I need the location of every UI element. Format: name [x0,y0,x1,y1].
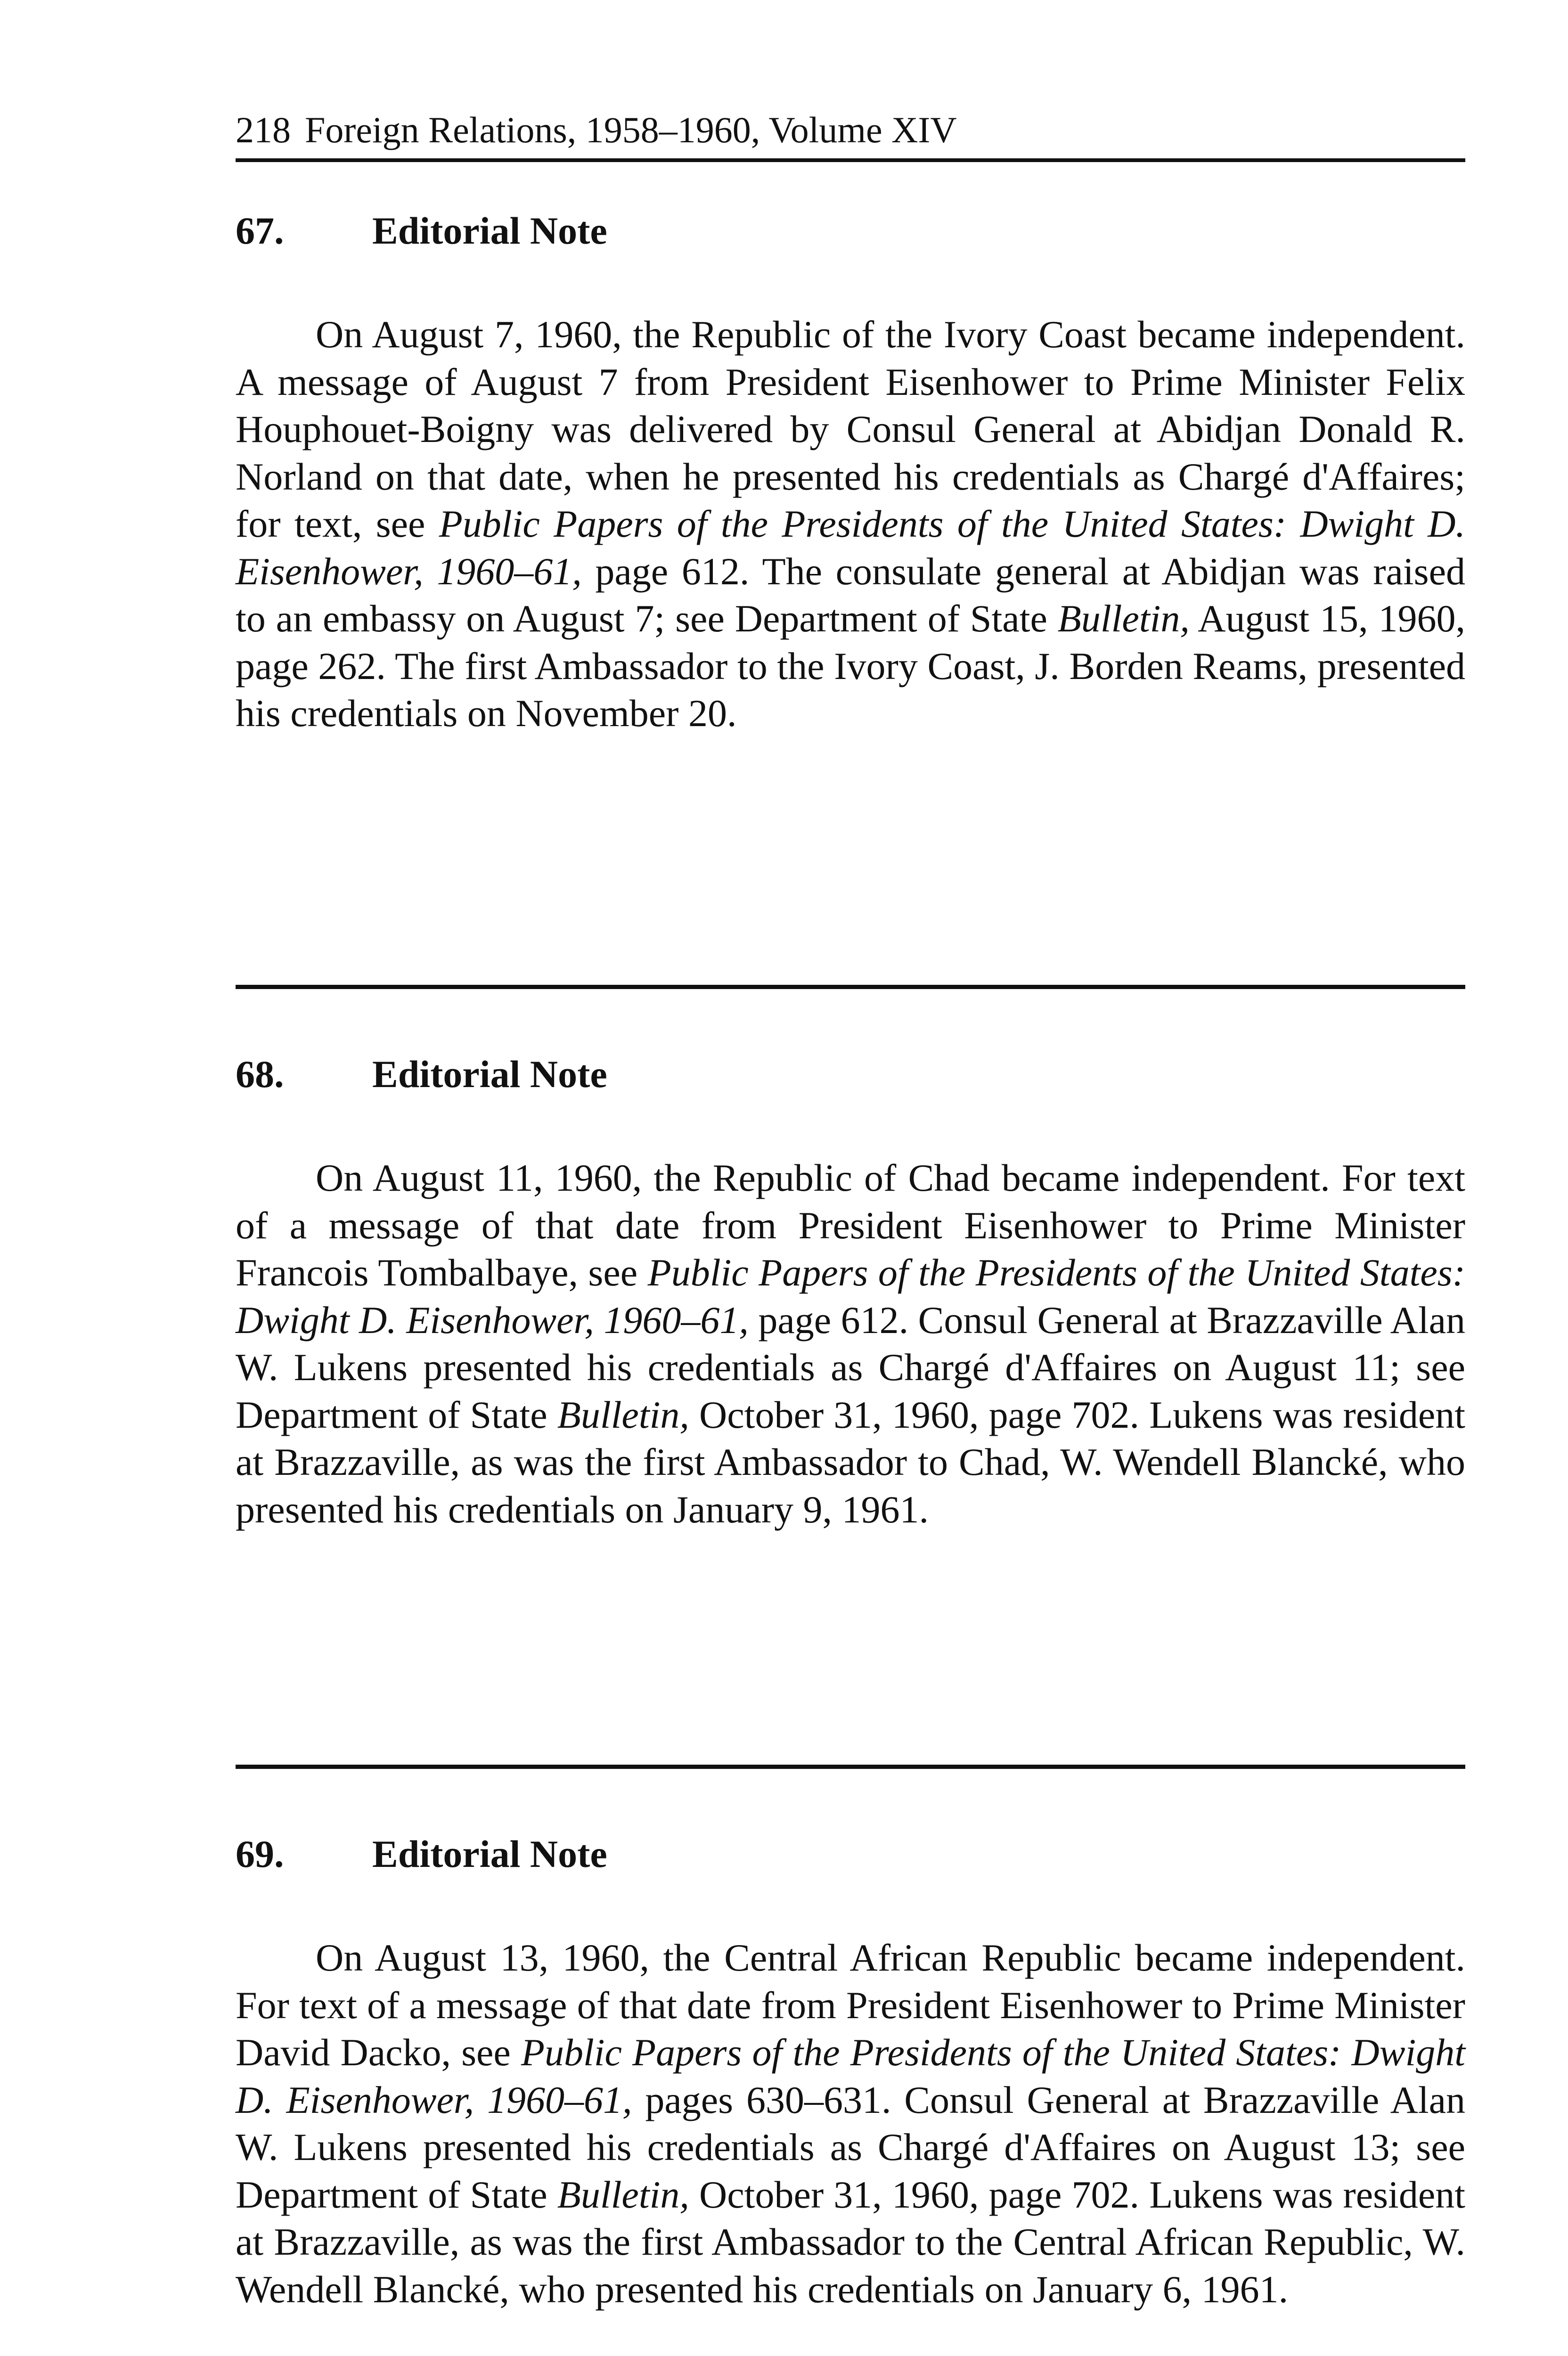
section-number: 69. [236,1832,284,1875]
section-divider [236,1765,1465,1769]
body-text: August 15, 1960, page 262. The first Ambassador to the Ivory Coast, J. Borden Reams, presented his credentials on November 20. [236,597,1465,735]
editorial-note-67 [236,207,1465,776]
publication-title: Bulletin, [557,2173,689,2216]
section-heading [236,1831,1465,1878]
section-body [236,1154,1465,1533]
body-text: pages 630–631. Consul General at Brazzaville Alan W. Lukens presented his credentials as Chargé d'Affaires on August 13; see Department of State [236,2078,1465,2216]
section-divider [236,985,1465,989]
publication-title: Bulletin, [557,1393,689,1436]
section-number: 67. [236,209,284,252]
body-text: page 612. The consulate general at Abidjan was raised to an embassy on August 7; see Department of State [236,549,1465,640]
body-text: On August 11, 1960, the Republic of Chad became independent. For text of a message of that date from President Eisenhower to Prime Minister Francois Tombalbaye, see [236,1156,1465,1294]
body-text: On August 13, 1960, the Central African Republic became independent. For text of a message of that date from President Eisenhower to Prime Minister David Dacko, see [236,1936,1465,2074]
section-body [236,311,1465,737]
page-number: 218 [236,109,291,150]
running-header [236,106,1465,162]
editorial-note-68 [236,1051,1465,1572]
publication-title: Public Papers of the Presidents of the United States: Dwight D. Eisenhower, 1960–61, [236,2031,1466,2121]
section-heading [236,207,1465,254]
section-number: 68. [236,1053,284,1096]
publication-title: Bulletin, [1057,597,1190,640]
editorial-note-69 [236,1831,1465,2352]
section-title: Editorial Note [372,1832,607,1875]
body-text: page 612. Consul General at Brazzaville Alan W. Lukens presented his credentials as Chargé d'Affaires on August 11; see Department of State [236,1298,1465,1436]
body-text: October 31, 1960, page 702. Lukens was resident at Brazzaville, as was the first Ambassador to Chad, W. Wendell Blancké, who presented his credentials on January 9, 1961. [236,1393,1465,1531]
body-text: On August 7, 1960, the Republic of the Ivory Coast became independent. A message of August 7 from President Eisenhower to Prime Minister Felix Houphouet-Boigny was delivered by Consul General at Abidjan Donald R. Norland on that date, when he presented his credentials as Chargé d'Affaires; for text, see [236,313,1465,545]
section-heading [236,1051,1465,1098]
publication-title: Public Papers of the Presidents of the United States: Dwight D. Eisenhower, 1960–61, [236,502,1465,593]
publication-title: Public Papers of the Presidents of the United States: Dwight D. Eisenhower, 1960–61, [236,1251,1466,1342]
section-title: Editorial Note [372,1053,607,1096]
section-title: Editorial Note [372,209,607,252]
section-body [236,1934,1465,2313]
body-text: October 31, 1960, page 702. Lukens was resident at Brazzaville, as was the first Ambassador to the Central African Republic, W. Wendell Blancké, who presented his credentials on January 6, 1961. [236,2173,1465,2311]
running-title: Foreign Relations, 1958–1960, Volume XIV [305,109,957,150]
